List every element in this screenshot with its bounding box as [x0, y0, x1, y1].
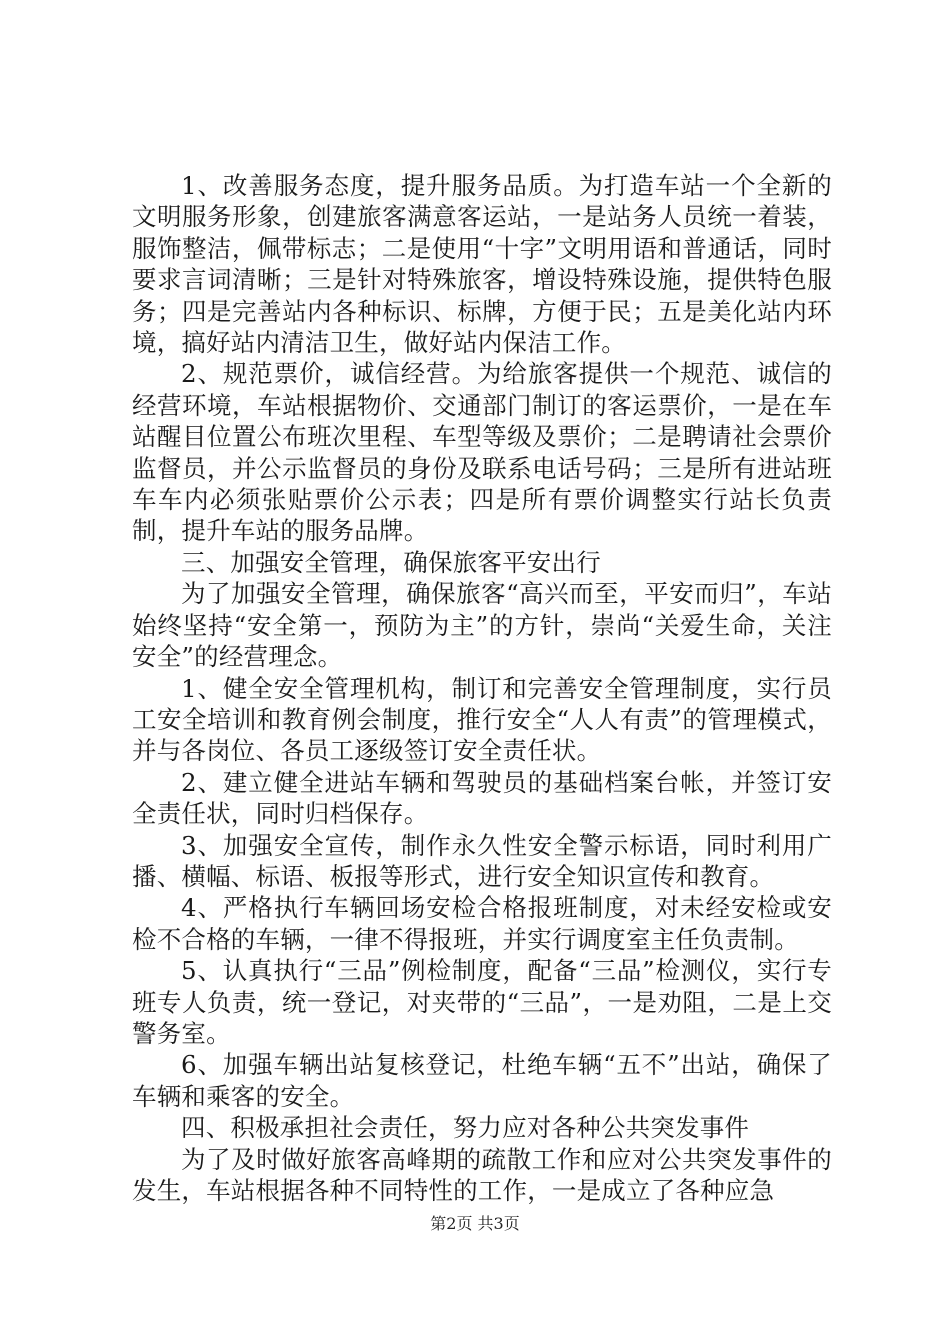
paragraph-three-items-check: 5、认真执行“三品”例检制度，配备“三品”检测仪，实行专班专人负责，统一登记，对夹带的“三品”，一是劝阻，二是上交警务室。 — [132, 956, 832, 1048]
document-body — [132, 170, 832, 1206]
paragraph-vehicle-inspection: 4、严格执行车辆回场安检合格报班制度，对未经安检或安检不合格的车辆，一律不得报班，并实行调度室主任负责制。 — [132, 893, 832, 954]
page-footer — [0, 1214, 950, 1234]
section-heading-social-responsibility: 四、积极承担社会责任，努力应对各种公共突发事件 — [181, 1113, 750, 1143]
paragraph-emergency-response: 为了及时做好旅客高峰期的疏散工作和应对公共突发事件的发生，车站根据各种不同特性的工作，一是成立了各种应急 — [132, 1144, 832, 1205]
paragraph-safety-publicity: 3、加强安全宣传，制作永久性安全警示标语，同时利用广播、横幅、标语、板报等形式，进行安全知识宣传和教育。 — [132, 830, 832, 891]
paragraph-safety-organization: 1、健全安全管理机构，制订和完善安全管理制度，实行员工安全培训和教育例会制度，推行安全“人人有责”的管理模式，并与各岗位、各员工逐级签订安全责任状。 — [132, 673, 832, 766]
section-heading-safety-management: 三、加强安全管理，确保旅客平安出行 — [181, 547, 601, 577]
page-number-label: 第2页 共3页 — [430, 1214, 520, 1233]
paragraph-fare-regulation: 2、规范票价，诚信经营。为给旅客提供一个规范、诚信的经营环境，车站根据物价、交通部门制订的客运票价，一是在车站醒目位置公布班次里程、车型等级及票价；二是聘请社会票价监督员，并公示监督员的身份及联系电话号码；三是所有进站班车车内必须张贴票价公示表；四是所有票价调整实行站长负责制，提升车站的服务品牌。 — [132, 359, 832, 546]
paragraph-departure-recheck: 6、加强车辆出站复核登记，杜绝车辆“五不”出站，确保了车辆和乘客的安全。 — [132, 1050, 832, 1111]
paragraph-service-attitude: 1、改善服务态度，提升服务品质。为打造车站一个全新的文明服务形象，创建旅客满意客运站，一是站务人员统一着装，服饰整洁，佩带标志；二是使用“十字”文明用语和普通话，同时要求言词清晰；三是针对特殊旅客，增设特殊设施，提供特色服务；四是完善站内各种标识、标牌，方便于民；五是美化站内环境，搞好站内清洁卫生，做好站内保洁工作。 — [132, 171, 832, 358]
paragraph-vehicle-archives: 2、建立健全进站车辆和驾驶员的基础档案台帐，并签订安全责任状，同时归档保存。 — [132, 767, 832, 829]
paragraph-safety-intro: 为了加强安全管理，确保旅客“高兴而至，平安而归”，车站始终坚持“安全第一，预防为主”的方针，崇尚“关爱生命，关注安全”的经营理念。 — [132, 579, 832, 672]
